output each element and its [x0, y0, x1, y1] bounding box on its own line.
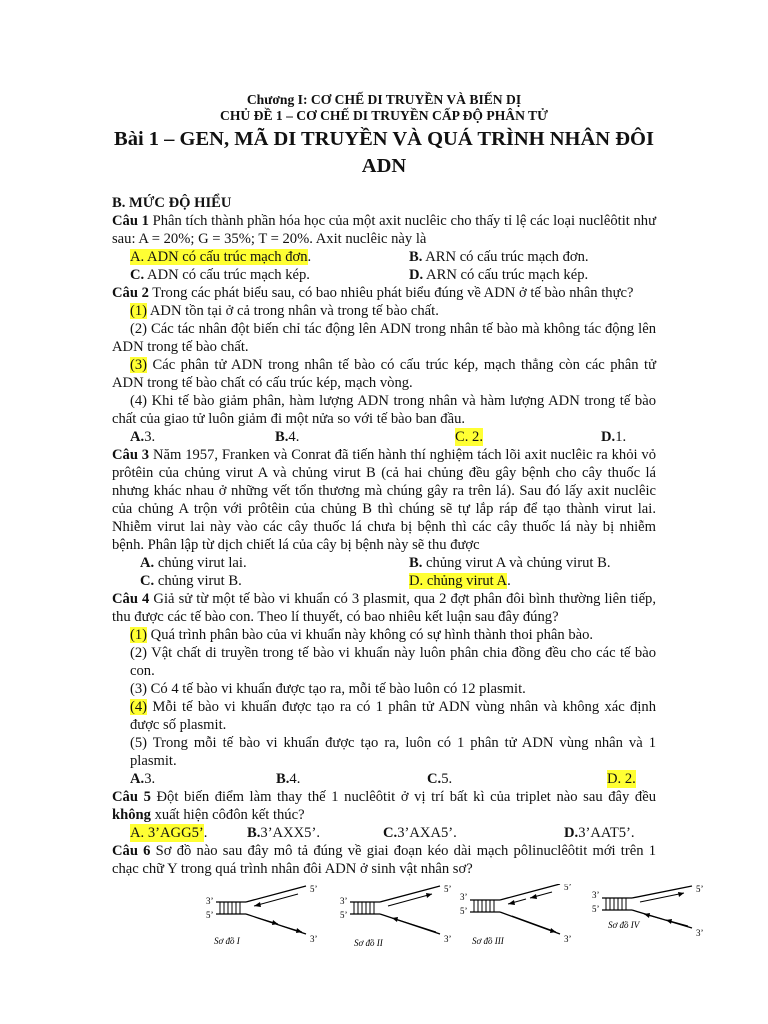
q4-statement-3: (3) Có 4 tế bào vi khuẩn được tạo ra, mỗi tế bào luôn có 12 plasmit. [130, 681, 526, 697]
q4-option-c: C.5. [427, 771, 453, 787]
end-label-5: 5’ [340, 910, 348, 920]
q3-option-a: A. chủng virut lai. [140, 555, 247, 571]
q3-options-row1 [112, 554, 656, 572]
document-page [112, 92, 704, 954]
question-label: Câu 1 [112, 213, 149, 229]
diagram-2 [340, 884, 458, 954]
end-label-5: 5’ [310, 884, 318, 894]
q2-statement-3: (3) Các phân tử ADN trong nhân tế bào có cấu trúc kép, mạch thẳng còn các phân tử ADN trong tế bào chất có cấu trúc kép, mạch vòng. [112, 357, 656, 391]
replication-fork-diagrams [112, 884, 704, 954]
q4-statement-1: (1) Quá trình phân bào của vi khuẩn này không có sự hình thành thoi phân bào. [130, 627, 594, 643]
end-label-5: 5’ [460, 906, 468, 916]
q2-option-b: B.4. [275, 429, 300, 445]
q2-statement-4: (4) Khi tế bào giảm phân, hàm lượng ADN trong nhân và hàm lượng ADN trong tế bào chất của giao tử luôn giảm đi một nửa so với tế bào ban đầu. [112, 393, 656, 427]
q4-statement-5: (5) Trong mỗi tế bào vi khuẩn được tạo ra, luôn có 1 phân tử ADN vùng nhân và 1 plasmit. [130, 735, 656, 769]
question-4: Câu 4 Giả sử từ một tế bào vi khuẩn có 3 plasmit, qua 2 đợt phân đôi bình thường liên tiếp, thu được các tế bào con. Theo lí thuyết, có bao nhiêu kết luận sau đây đúng? [112, 591, 656, 625]
q2-statement-1: (1) ADN tồn tại ở cả trong nhân và trong tế bào chất. [130, 303, 439, 319]
q3-option-d: D. chủng virut A. [409, 573, 511, 589]
q4-option-a: A.3. [130, 771, 156, 787]
diagram-1 [206, 884, 324, 954]
q2-option-c: C. 2. [455, 429, 483, 445]
diagram-label: Sơ đồ III [472, 936, 504, 946]
diagram-label: Sơ đồ II [354, 938, 383, 948]
q4-option-d: D. 2. [607, 771, 636, 787]
diagram-label: Sơ đồ IV [608, 920, 640, 930]
lesson-title-line2: ADN [361, 155, 407, 177]
end-label-5: 5’ [592, 904, 600, 914]
q5-option-b: B.3’AXX5’. [247, 825, 320, 841]
q2-option-d: D.1. [601, 429, 627, 445]
question-5: Câu 5 Đột biến điểm làm thay thế 1 nuclêôtit ở vị trí bất kì của triplet nào sau đây đều không xuất hiện côđôn kết thúc? [112, 789, 656, 823]
q4-options [112, 770, 656, 788]
end-label-3: 3’ [696, 928, 704, 938]
q2-statement-2: (2) Các tác nhân đột biến chỉ tác động lên ADN trong nhân tế bào mà không tác động lên ADN trong tế bào chất. [112, 321, 656, 355]
question-2: Câu 2 Trong các phát biểu sau, có bao nhiêu phát biểu đúng về ADN ở tế bào nhân thực? [112, 285, 634, 301]
diagram-3 [460, 884, 578, 954]
q3-option-c: C. chủng virut B. [140, 573, 242, 589]
section-heading: B. MỨC ĐỘ HIỂU [112, 195, 232, 211]
q3-options-row2 [112, 572, 656, 590]
end-label-3: 3’ [340, 896, 348, 906]
q1-options-row1 [112, 248, 656, 266]
q2-options [112, 428, 656, 446]
end-label-3: 3’ [564, 934, 572, 944]
q3-option-b: B. chủng virut A và chủng virut B. [409, 555, 611, 571]
q5-option-c: C.3’AXA5’. [383, 825, 457, 841]
end-label-3: 3’ [592, 890, 600, 900]
q1-option-c: C. ADN có cấu trúc mạch kép. [130, 267, 310, 283]
q5-options [112, 824, 656, 842]
question-text: Phân tích thành phần hóa học của một axit nuclêic cho thấy tỉ lệ các loại nuclêôtit như sau: A = 20%; G = 35%; T = 20%. Axit nuclêic này là [112, 213, 656, 247]
q1-options-row2 [112, 266, 656, 284]
end-label-3: 3’ [444, 934, 452, 944]
q4-option-b: B.4. [276, 771, 301, 787]
q1-option-a: A. ADN có cấu trúc mạch đơn. [130, 249, 312, 265]
question-1 [112, 212, 656, 248]
diagram-label: Sơ đồ I [214, 936, 240, 946]
end-label-5: 5’ [564, 884, 572, 892]
lesson-title-line1: Bài 1 – GEN, MÃ DI TRUYỀN VÀ QUÁ TRÌNH NHÂN ĐÔI [114, 128, 654, 150]
q1-option-b: B. ARN có cấu trúc mạch đơn. [409, 249, 589, 265]
q5-option-d: D.3’AAT5’. [564, 825, 635, 841]
end-label-5: 5’ [444, 884, 452, 894]
topic-heading: CHỦ ĐỀ 1 – CƠ CHẾ DI TRUYỀN CẤP ĐỘ PHÂN TỬ [220, 108, 548, 123]
chapter-heading: Chương I: CƠ CHẾ DI TRUYỀN VÀ BIẾN DỊ [246, 92, 522, 107]
end-label-3: 3’ [460, 892, 468, 902]
q5-option-a: A. 3’AGG5’. [130, 825, 208, 841]
q4-statement-2: (2) Vật chất di truyền trong tế bào vi khuẩn này luôn phân chia đồng đều cho các tế bào con. [130, 645, 656, 679]
question-3: Câu 3 Năm 1957, Franken và Conrat đã tiến hành thí nghiệm tách lõi axit nuclêic ra khỏi vỏ prôtêin của chủng virut A và chủng virut B (cả hai chủng đều gây bệnh cho cây thuốc lá nhưng khác nhau ở những vết tổn thương mà chúng gây ra trên lá). Sau đó lấy axit nuclêic của chủng A trộn với prôtêin của chủng B thì chúng sẽ tự lắp ráp để tạo thành virut lai. Nhiễm virut lai này vào các cây thuốc lá chưa bị bệnh thì các cây thuốc lá này bị nhiễm bệnh. Phân lập từ dịch chiết lá của cây bị bệnh này sẽ thu được [112, 447, 656, 553]
q2-option-a: A.3. [130, 429, 156, 445]
q4-statement-4: (4) Mỗi tế bào vi khuẩn được tạo ra có 1 phân tử ADN vùng nhân và không xác định được số plasmit. [130, 699, 656, 733]
end-label-5: 5’ [696, 884, 704, 894]
question-6: Câu 6 Sơ đồ nào sau đây mô tả đúng về giai đoạn kéo dài mạch pôlinuclêôtit mới trên 1 chạc chữ Y trong quá trình nhân đôi ADN ở sinh vật nhân sơ? [112, 843, 657, 877]
end-label-5: 5’ [206, 910, 214, 920]
q1-option-d: D. ARN có cấu trúc mạch kép. [409, 267, 589, 283]
end-label-3: 3’ [206, 896, 214, 906]
diagram-4 [592, 884, 710, 954]
end-label-3: 3’ [310, 934, 318, 944]
